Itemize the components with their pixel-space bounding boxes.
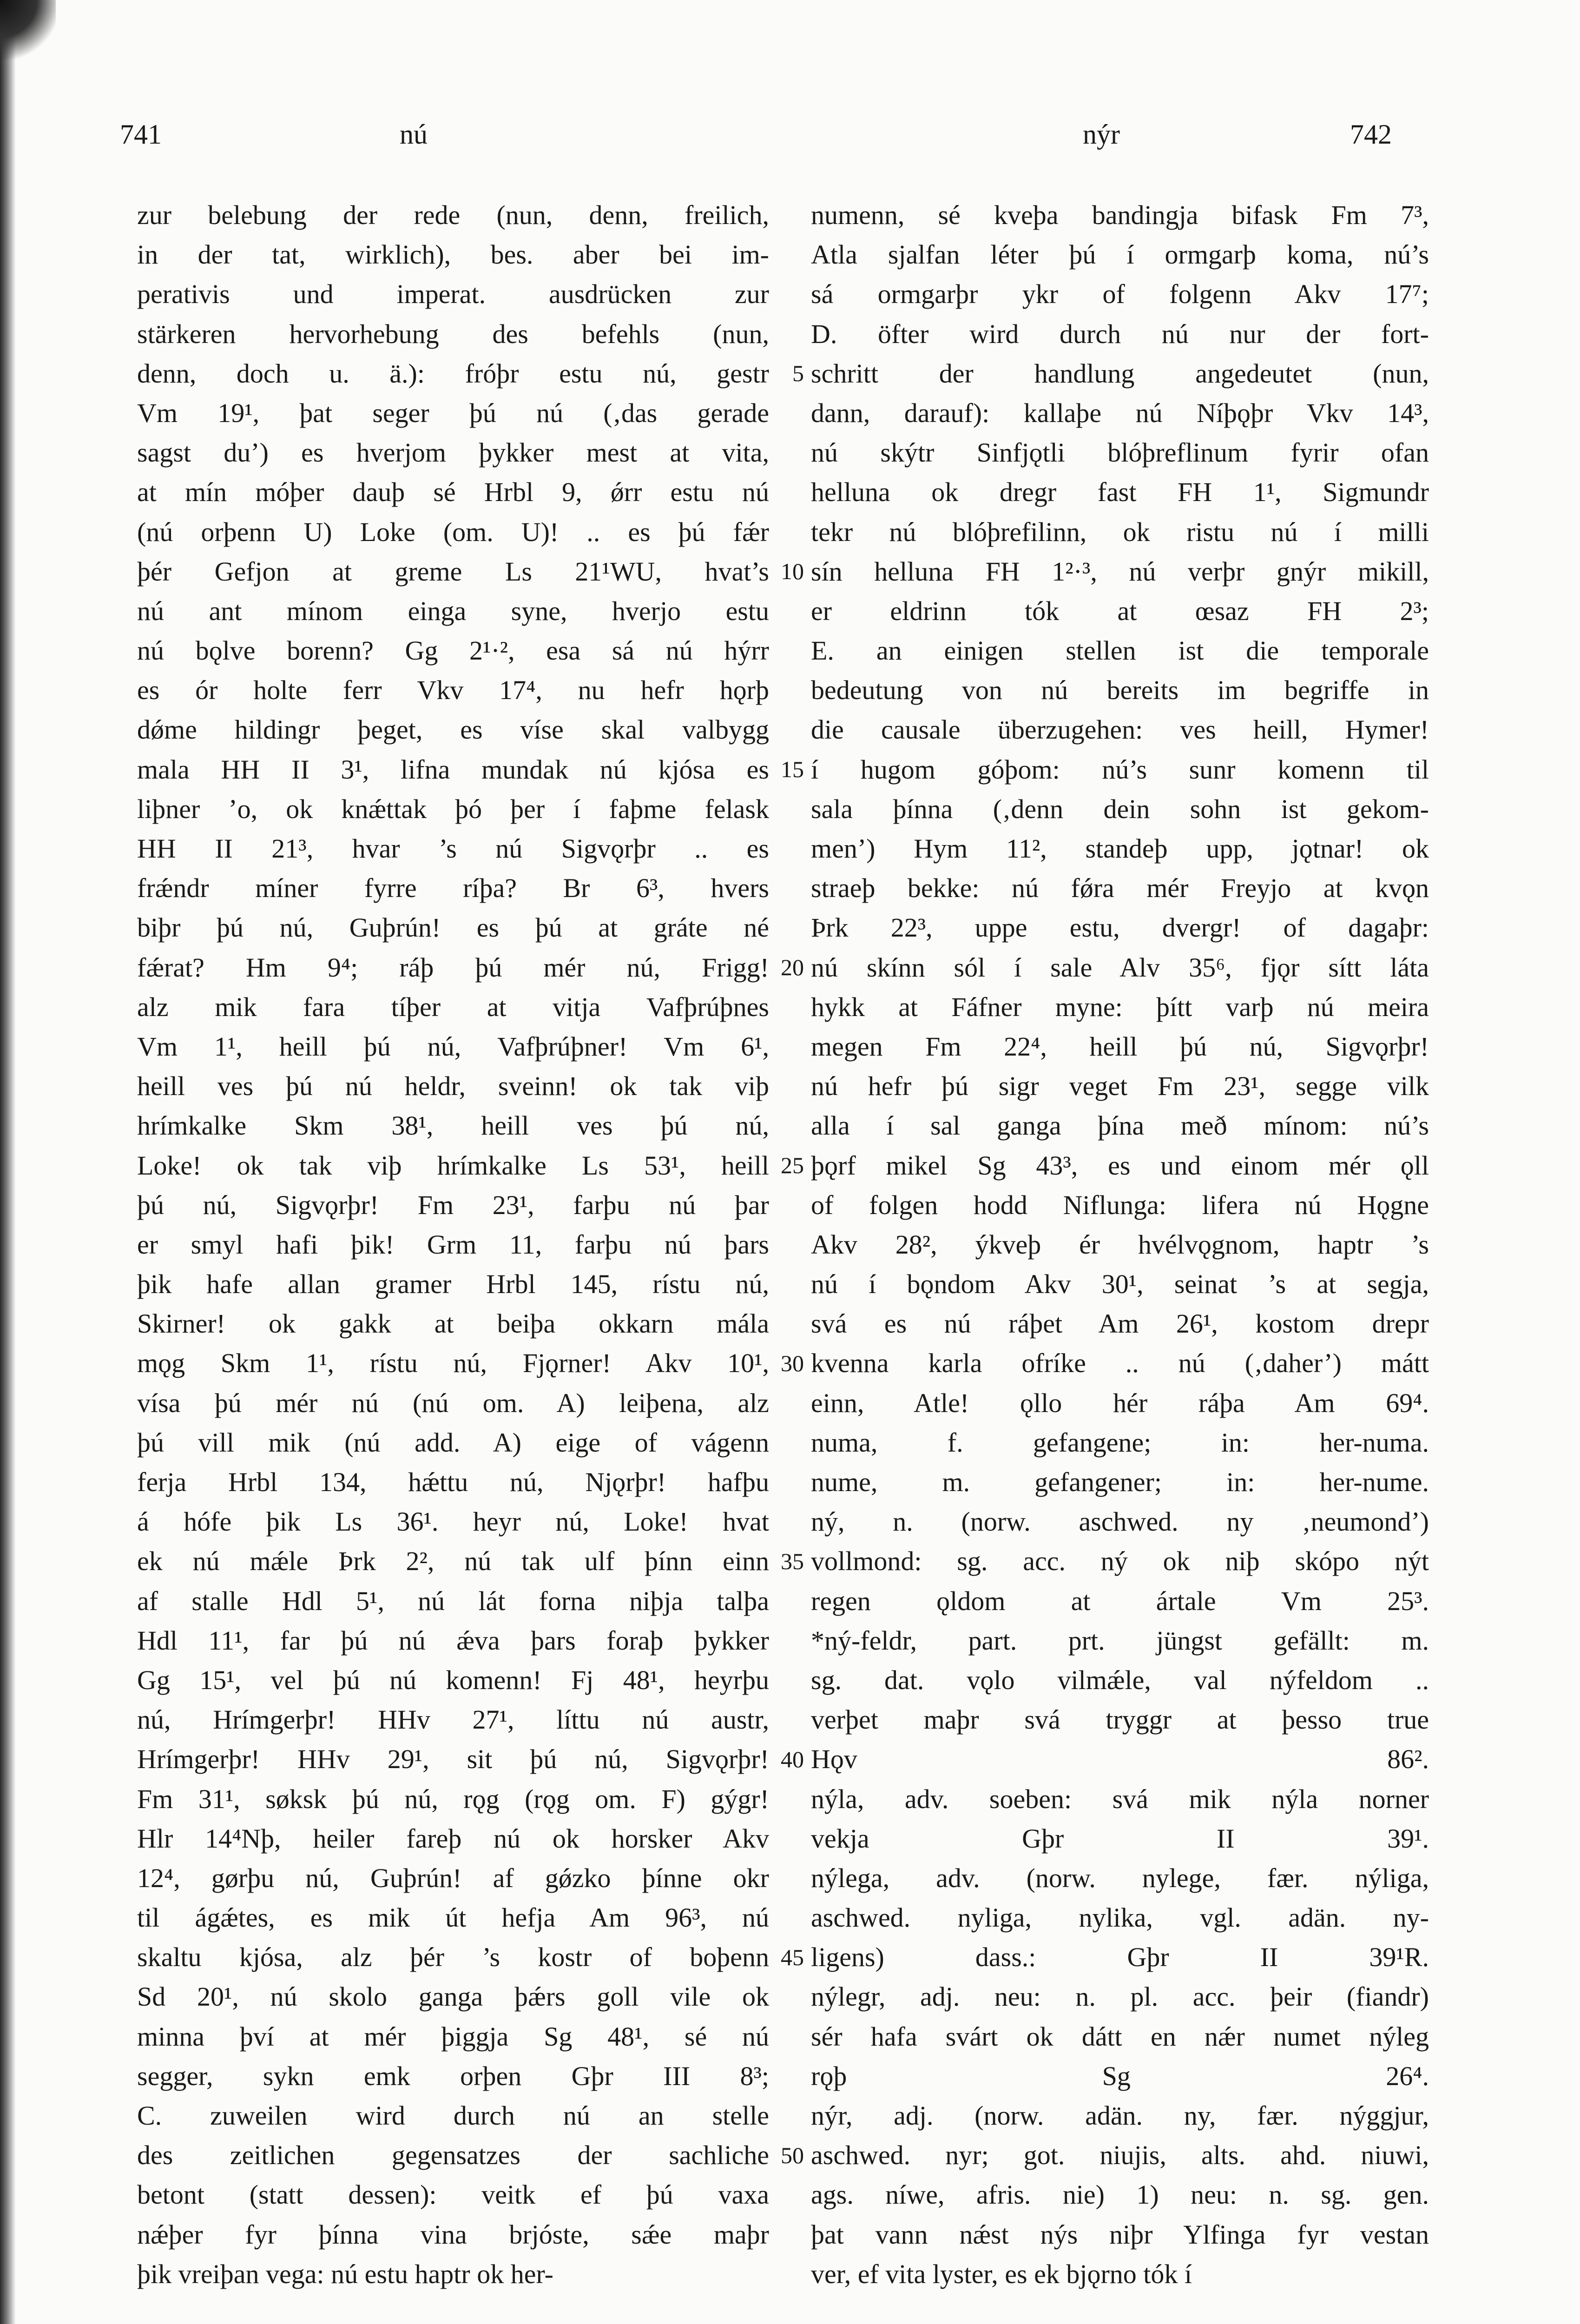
text-line: dann, darauf): kallaþe nú Níþǫþr Vkv 14³, <box>811 397 1429 428</box>
line-number: 10 <box>781 558 804 584</box>
text-line: nǽþer fyr þínna vina brjóste, sǽe maþr <box>137 2219 769 2250</box>
text-line: nú, Hrímgerþr! HHv 27¹, líttu nú austr, <box>137 1704 769 1735</box>
text-line: Atla sjalfan léter þú í ormgarþ koma, nú’s <box>811 239 1429 270</box>
text-line: Sd 20¹, nú skolo ganga þǽrs goll vile ok <box>137 1981 769 2012</box>
text-line: þú nú, Sigvǫrþr! Fm 23¹, farþu nú þar <box>137 1189 769 1220</box>
text-line: ný, n. (norw. aschwed. ny ‚neumond’) <box>811 1506 1429 1537</box>
text-line: nú ant mínom einga syne, hverjo estu <box>137 595 769 626</box>
text-line: rǫþ Sg 26⁴. <box>811 2060 1429 2091</box>
headword-right: nýr <box>1083 119 1120 150</box>
text-line: men’) Hym 11², standeþ upp, jǫtnar! ok <box>811 833 1429 864</box>
text-line: vollmond: sg. acc. ný ok niþ skópo nýt <box>811 1546 1429 1577</box>
text-line: numa, f. gefangene; in: her-numa. <box>811 1427 1429 1458</box>
text-line: sagst du’) es hverjom þykker mest at vita, <box>137 437 769 468</box>
text-line: die causale überzugehen: ves heill, Hymer! <box>811 714 1429 745</box>
text-line: hykk at Fáfner myne: þítt varþ nú meira <box>811 991 1429 1022</box>
text-line: helluna ok dregr fast FH 1¹, Sigmundr <box>811 477 1429 508</box>
text-line: sá ormgarþr ykr of folgenn Akv 17⁷; <box>811 279 1429 310</box>
text-line: aschwed. nyliga, nylika, vgl. adän. ny- <box>811 1902 1429 1933</box>
text-line: þat vann nǽst nýs niþr Ylfinga fyr vestan <box>811 2219 1429 2250</box>
text-line: perativis und imperat. ausdrücken zur <box>137 279 769 310</box>
line-number: 15 <box>781 756 804 782</box>
text-line: Hdl 11¹, far þú nú ǽva þars foraþ þykker <box>137 1625 769 1656</box>
text-line: nýla, adv. soeben: svá mik nýla norner <box>811 1783 1429 1814</box>
text-line: liþner ’o, ok knǽttak þó þer í faþme felask <box>137 793 769 824</box>
text-line: at mín móþer dauþ sé Hrbl 9, ǿrr estu nú <box>137 477 769 508</box>
text-line: ags. níwe, afris. nie) 1) neu: n. sg. gen. <box>811 2179 1429 2210</box>
text-line: in der tat, wirklich), bes. aber bei im- <box>137 239 769 270</box>
text-line: vekja Gþr II 39¹. <box>811 1823 1429 1854</box>
text-line: nú skýtr Sinfjǫtli blóþreflinum fyrir ofan <box>811 437 1429 468</box>
text-line: af stalle Hdl 5¹, nú lát forna niþja talþa <box>137 1585 769 1616</box>
text-line: des zeitlichen gegensatzes der sachliche <box>137 2140 769 2171</box>
right-text-column <box>811 195 1429 2296</box>
text-line: stärkeren hervorhebung des befehls (nun, <box>137 318 769 349</box>
text-line: regen ǫldom at ártale Vm 25³. <box>811 1585 1429 1616</box>
text-line: D. öfter wird durch nú nur der fort- <box>811 318 1429 349</box>
text-line: HH II 21³, hvar ’s nú Sigvǫrþr .. es <box>137 833 769 864</box>
text-line: nú hefr þú sigr veget Fm 23¹, segge vilk <box>811 1071 1429 1102</box>
left-text-column <box>137 195 769 2296</box>
text-line: alla í sal ganga þína með mínom: nú’s <box>811 1110 1429 1141</box>
text-line: þǫrf mikel Sg 43³, es und einom mér ǫll <box>811 1150 1429 1181</box>
text-line: alz mik fara tíþer at vitja Vafþrúþnes <box>137 991 769 1022</box>
headword-left: nú <box>400 119 428 150</box>
text-line: nýlega, adv. (norw. nylege, fær. nýliga, <box>811 1862 1429 1893</box>
text-line: tekr nú blóþrefilinn, ok ristu nú í milli <box>811 516 1429 547</box>
text-line: C. zuweilen wird durch nú an stelle <box>137 2100 769 2131</box>
running-header <box>0 119 1580 170</box>
text-line: á hófe þik Ls 36¹. heyr nú, Loke! hvat <box>137 1506 769 1537</box>
text-line: er eldrinn tók at œsaz FH 2³; <box>811 595 1429 626</box>
text-line: denn, doch u. ä.): fróþr estu nú, gestr <box>137 358 769 389</box>
text-line: frǽndr míner fyrre ríþa? Br 6³, hvers <box>137 873 769 904</box>
text-line: E. an einigen stellen ist die temporale <box>811 635 1429 666</box>
text-line: Fm 31¹, søksk þú nú, rǫg (rǫg om. F) gýgr! <box>137 1783 769 1814</box>
text-line: (nú orþenn U) Loke (om. U)! .. es þú fǽr <box>137 516 769 547</box>
text-line: sér hafa svárt ok dátt en nǽr numet nýleg <box>811 2021 1429 2052</box>
line-number-gutter <box>771 195 804 2296</box>
text-line: þú vill mik (nú add. A) eige of vágenn <box>137 1427 769 1458</box>
text-line: ligens) dass.: Gþr II 39¹R. <box>811 1942 1429 1973</box>
text-line: ek nú mǽle Þrk 2², nú tak ulf þínn einn <box>137 1546 769 1577</box>
text-line: hrímkalke Skm 38¹, heill ves þú nú, <box>137 1110 769 1141</box>
line-number: 50 <box>781 2142 804 2168</box>
text-line: nú skínn sól í sale Alv 35⁶, fjǫr sítt láta <box>811 952 1429 983</box>
line-number: 30 <box>781 1350 804 1376</box>
text-line: sala þínna (‚denn dein sohn ist gekom- <box>811 793 1429 824</box>
text-line: þér Gefjon at greme Ls 21¹WU, hvat’s <box>137 556 769 587</box>
text-line: zur belebung der rede (nun, denn, freilich, <box>137 200 769 230</box>
text-line: *ný-feldr, part. prt. jüngst gefällt: m. <box>811 1625 1429 1656</box>
line-number: 45 <box>781 1944 804 1970</box>
text-line: nýr, adj. (norw. adän. ny, fær. nýggjur, <box>811 2100 1429 2131</box>
line-number: 40 <box>781 1746 804 1772</box>
text-line: sín helluna FH 1²·³, nú verþr gnýr mikill, <box>811 556 1429 587</box>
text-line: nú í bǫndom Akv 30¹, seinat ’s at segja, <box>811 1269 1429 1300</box>
text-line: þik vreiþan vega: nú estu haptr ok her- <box>137 2258 553 2289</box>
text-line: segger, sykn emk orþen Gþr III 8³; <box>137 2060 769 2091</box>
text-line: Gg 15¹, vel þú nú komenn! Fj 48¹, heyrþu <box>137 1664 769 1695</box>
line-number: 25 <box>781 1152 804 1178</box>
page-number-left: 741 <box>120 119 162 150</box>
text-line: verþet maþr svá tryggr at þesso true <box>811 1704 1429 1735</box>
text-line: svá es nú ráþet Am 26¹, kostom drepr <box>811 1308 1429 1339</box>
text-line: skaltu kjósa, alz þér ’s kostr of boþenn <box>137 1942 769 1973</box>
text-line: aschwed. nyr; got. niujis, alts. ahd. niuwi, <box>811 2140 1429 2171</box>
text-line: Hrímgerþr! HHv 29¹, sit þú nú, Sigvǫrþr! <box>137 1744 769 1775</box>
text-line: numenn, sé kveþa bandingja bifask Fm 7³, <box>811 200 1429 230</box>
text-line: nýlegr, adj. neu: n. pl. acc. þeir (fiandr) <box>811 1981 1429 2012</box>
scan-shadow-corner <box>0 0 56 60</box>
text-line: þik hafe allan gramer Hrbl 145, rístu nú, <box>137 1269 769 1300</box>
text-line: er smyl hafi þik! Grm 11, farþu nú þars <box>137 1229 769 1260</box>
text-line: Loke! ok tak viþ hrímkalke Ls 53¹, heill <box>137 1150 769 1181</box>
line-number: 35 <box>781 1548 804 1574</box>
line-number: 20 <box>781 954 804 980</box>
text-line: 12⁴, gørþu nú, Guþrún! af gǿzko þínne okr <box>137 1862 769 1893</box>
text-line: heill ves þú nú heldr, sveinn! ok tak viþ <box>137 1071 769 1102</box>
text-line: nume, m. gefangener; in: her-nume. <box>811 1467 1429 1497</box>
text-line: Hlr 14⁴Nþ, heiler fareþ nú ok horsker Akv <box>137 1823 769 1854</box>
text-line: Vm 1¹, heill þú nú, Vafþrúþner! Vm 6¹, <box>137 1031 769 1062</box>
text-line: Hǫv 86². <box>811 1744 1429 1775</box>
line-number: 5 <box>792 360 804 386</box>
text-line: schritt der handlung angedeutet (nun, <box>811 358 1429 389</box>
page-number-right: 742 <box>1350 119 1392 150</box>
text-line: vísa þú mér nú (nú om. A) leiþena, alz <box>137 1387 769 1418</box>
text-line: nú bǫlve borenn? Gg 2¹·², esa sá nú hýrr <box>137 635 769 666</box>
text-line: Akv 28², ýkveþ ér hvélvǫgnom, haptr ’s <box>811 1229 1429 1260</box>
text-line: of folgen hodd Niflunga: lifera nú Hǫgne <box>811 1189 1429 1220</box>
text-line: ferja Hrbl 134, hǽttu nú, Njǫrþr! hafþu <box>137 1467 769 1497</box>
text-line: sg. dat. vǫlo vilmǽle, val nýfeldom .. <box>811 1664 1429 1695</box>
text-line: mǫg Skm 1¹, rístu nú, Fjǫrner! Akv 10¹, <box>137 1348 769 1379</box>
text-line: Vm 19¹, þat seger þú nú (‚das gerade <box>137 397 769 428</box>
text-line: megen Fm 22⁴, heill þú nú, Sigvǫrþr! <box>811 1031 1429 1062</box>
text-line: kvenna karla ofríke .. nú (‚daher’) mátt <box>811 1348 1429 1379</box>
text-line: Þrk 22³, uppe estu, dvergr! of dagaþr: <box>811 912 1429 943</box>
scan-shadow-edge <box>0 0 16 2324</box>
text-line: biþr þú nú, Guþrún! es þú at gráte né <box>137 912 769 943</box>
text-line: til ágǽtes, es mik út hefja Am 96³, nú <box>137 1902 769 1933</box>
text-line: dǿme hildingr þeget, es víse skal valbygg <box>137 714 769 745</box>
text-line: mala HH II 3¹, lifna mundak nú kjósa es <box>137 754 769 785</box>
text-line: bedeutung von nú bereits im begriffe in <box>811 675 1429 706</box>
text-line: straeþ bekke: nú fǿra mér Freyjo at kvǫn <box>811 873 1429 904</box>
text-line: fǽrat? Hm 9⁴; ráþ þú mér nú, Frigg! <box>137 952 769 983</box>
text-line: minna því at mér þiggja Sg 48¹, sé nú <box>137 2021 769 2052</box>
text-line: einn, Atle! ǫllo hér ráþa Am 69⁴. <box>811 1387 1429 1418</box>
text-line: ver, ef vita lyster, es ek bjǫrno tók í <box>811 2258 1192 2289</box>
text-line: Skirner! ok gakk at beiþa okkarn mála <box>137 1308 769 1339</box>
text-line: es ór holte ferr Vkv 17⁴, nu hefr hǫrþ <box>137 675 769 706</box>
text-line: í hugom góþom: nú’s sunr komenn til <box>811 754 1429 785</box>
text-line: betont (statt dessen): veitk ef þú vaxa <box>137 2179 769 2210</box>
